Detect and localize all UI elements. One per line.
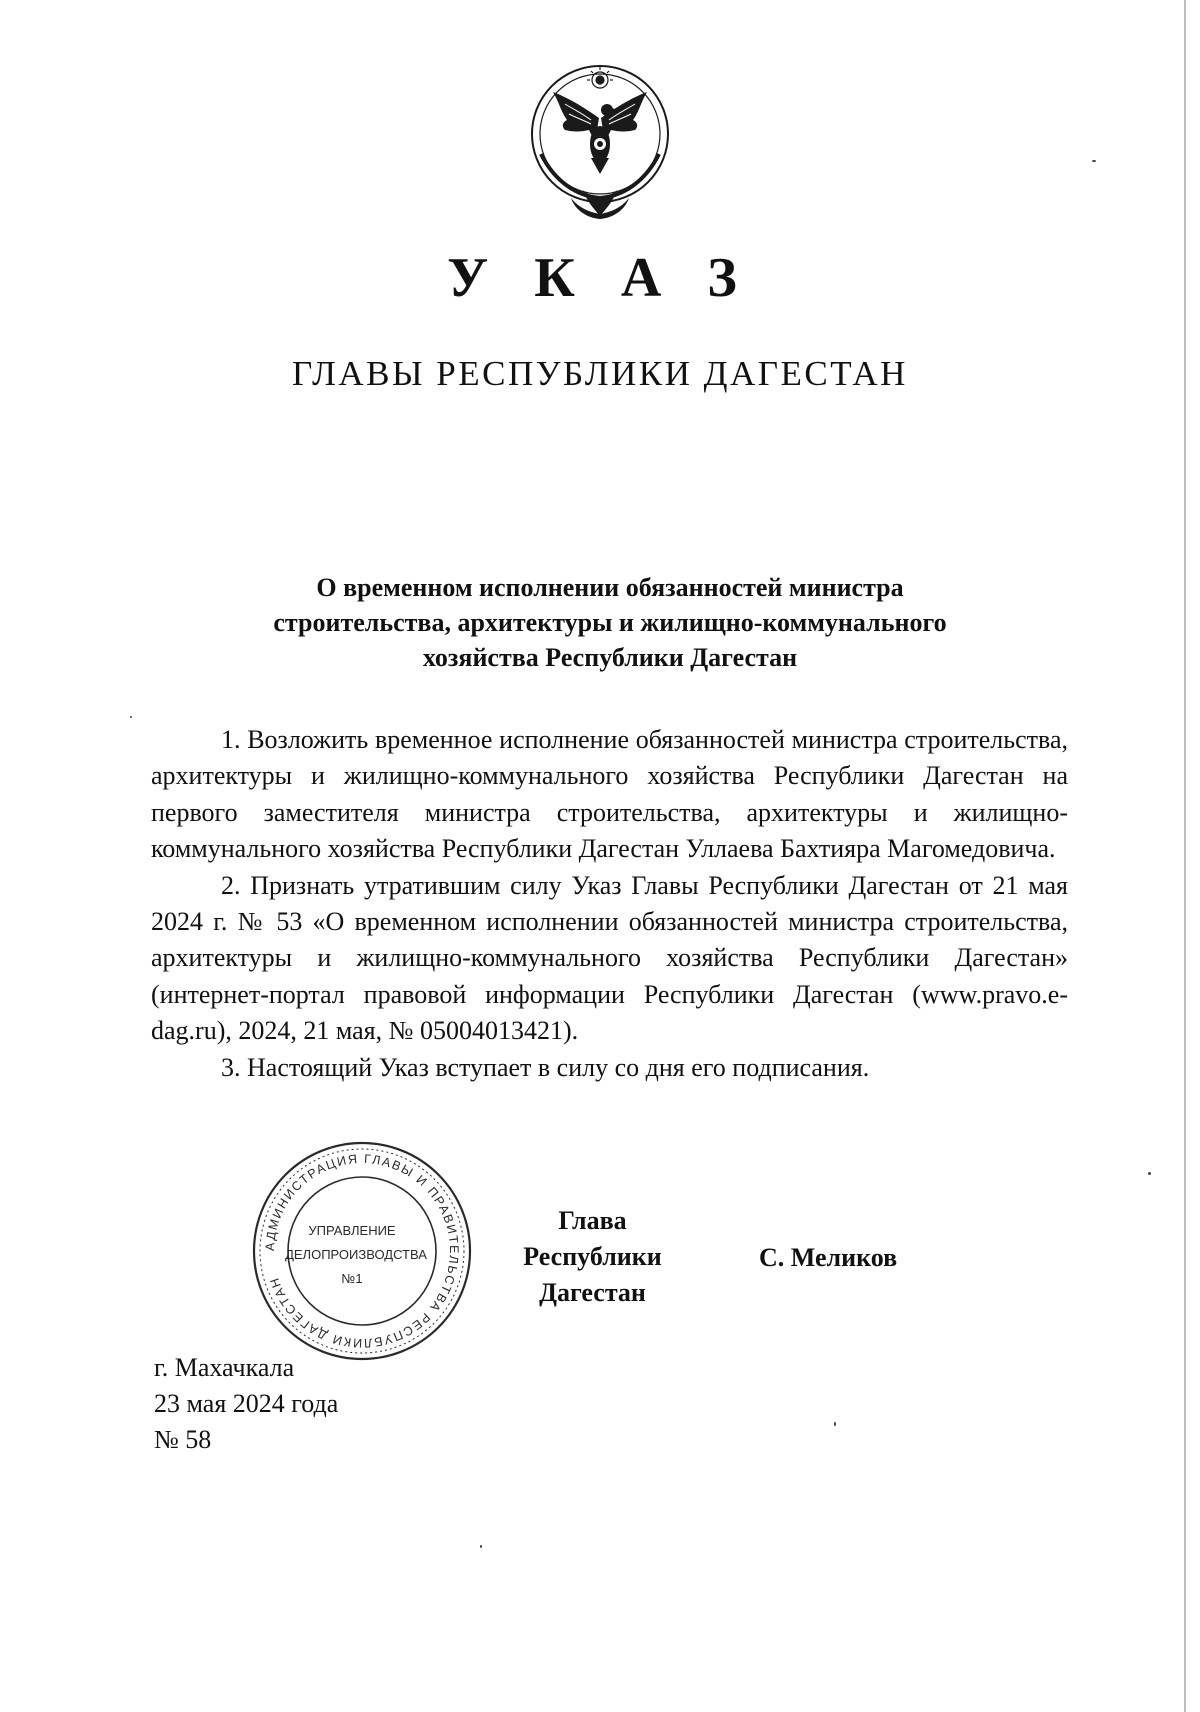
issue-date: 23 мая 2024 года — [154, 1389, 339, 1418]
paragraph-1: 1. Возложить временное исполнение обязанностей министра строительства, архитектуры и жилищно-коммунального хозяйства Республики Дагестан на первого заместителя министра строительства, архитектуры и жилищно-коммунального хозяйства Республики Дагестан Уллаева Бахтияра Магомедовича. — [151, 725, 1068, 864]
document-footer — [154, 1350, 338, 1458]
signatory-name: С. Меликов — [759, 1243, 898, 1272]
document-title-line: строительства, архитектуры и жилищно-коммунального — [273, 608, 947, 637]
stamp-center-line: ДЕЛОПРОИЗВОДСТВА — [285, 1247, 427, 1262]
scan-speck — [1092, 160, 1096, 162]
signatory-title-line: Глава — [558, 1206, 627, 1235]
stamp-center-line: №1 — [341, 1271, 363, 1286]
stamp-ring-textpath: АДМИНИСТРАЦИЯ ГЛАВЫ И ПРАВИТЕЛЬСТВА РЕСПУБЛИКИ ДАГЕСТАН — [262, 1151, 462, 1351]
document-title — [150, 570, 1070, 675]
paragraph-3: 3. Настоящий Указ вступает в силу со дня его подписания. — [221, 1052, 870, 1082]
scan-speck — [834, 1422, 836, 1426]
issuer-heading: ГЛАВЫ РЕСПУБЛИКИ ДАГЕСТАН — [292, 354, 908, 393]
stamp-center-line: УПРАВЛЕНИЕ — [308, 1223, 396, 1238]
dagestan-coat-of-arms-icon — [525, 58, 675, 220]
document-number: № 58 — [154, 1425, 212, 1454]
document-title-line: хозяйства Республики Дагестан — [422, 643, 798, 672]
scan-speck — [130, 716, 132, 718]
signatory-title — [480, 1203, 705, 1311]
document-body — [151, 722, 1068, 1086]
official-stamp — [248, 1137, 476, 1365]
document-type-heading: У К А З — [447, 247, 753, 309]
paragraph-2: 2. Признать утратившим силу Указ Главы Республики Дагестан от 21 мая 2024 г. № 53 «О временном исполнении обязанностей министра строительства, архитектуры и жилищно-коммунального хозяйства Республики Дагестан» (интернет-портал правовой информации Республики Дагестан (www.pravo.e-dag.ru), 2024, 21 мая, № 05004013421). — [151, 870, 1068, 1046]
document-title-line: О временном исполнении обязанностей министра — [316, 573, 904, 602]
scan-speck — [1148, 1172, 1151, 1175]
signatory-title-line: Республики Дагестан — [523, 1242, 662, 1307]
issue-city: г. Махачкала — [154, 1353, 295, 1382]
scan-speck — [480, 1545, 482, 1548]
